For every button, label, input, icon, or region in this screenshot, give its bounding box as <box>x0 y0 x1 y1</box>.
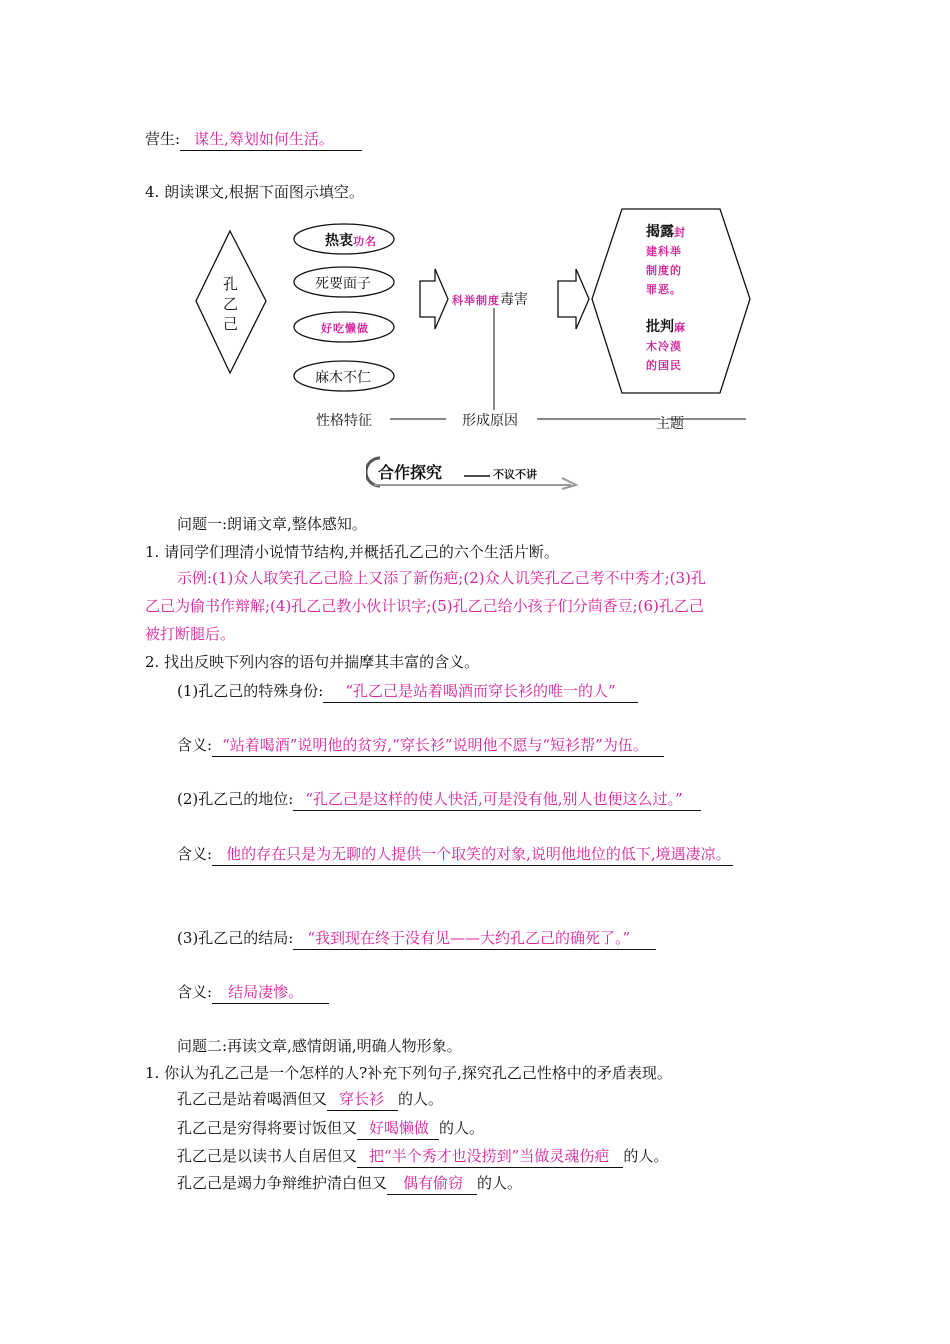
item-1-label: (1)孔乙己的特殊身份: <box>177 682 324 700</box>
trait-2: 死要面子 <box>315 276 371 292</box>
item-1-meaning-line <box>177 735 664 757</box>
cause <box>452 289 528 309</box>
item-3-meaning-line <box>177 982 329 1004</box>
theme-answer-1-line-4: 罪恶。 <box>646 283 682 296</box>
contrast-2-pre: 孔乙己是穷得将要讨饭但又 <box>177 1119 358 1137</box>
item-1-quote-line <box>177 681 638 703</box>
name-char-3: 己 <box>223 315 239 333</box>
item-2-quote-line <box>177 789 701 811</box>
item-2-meaning-line <box>177 844 733 866</box>
item-2-quote: “孔乙己是这样的使人快活,可是没有他,别人也便这么过。” <box>293 789 700 811</box>
contrast-1-pre: 孔乙己是站着喝酒但又 <box>177 1090 328 1108</box>
theme-answer-2-line-1: 麻 <box>674 321 686 334</box>
cause-suffix: 毒害 <box>500 292 528 308</box>
contrast-2-post: 的人。 <box>439 1119 485 1137</box>
arrow-right-2 <box>558 269 589 329</box>
contrast-4-answer: 偶有偷窃 <box>387 1173 477 1195</box>
contrast-3-pre: 孔乙己是以读书人自居但又 <box>177 1147 358 1165</box>
label-personality: 性格特征 <box>316 413 372 429</box>
theme-label-1: 揭露 <box>646 224 674 240</box>
item-1-quote: “孔乙己是站着喝酒而穿长衫的唯一的人” <box>323 681 637 703</box>
contrast-3-post: 的人。 <box>623 1147 669 1165</box>
item-1-meaning: “站着喝酒”说明他的贫穷,“穿长衫”说明他不愿与“短衫帮”为伍。 <box>212 735 664 757</box>
item-2-meaning: 他的存在只是为无聊的人提供一个取笑的对象,说明他地位的低下,境遇凄凉。 <box>212 844 733 866</box>
label-theme: 主题 <box>656 416 684 432</box>
item-1-meaning-label: 含义: <box>177 736 213 754</box>
item-3-meaning-label: 含义: <box>177 983 213 1001</box>
yingsheng-answer: 谋生,筹划如何生活。 <box>180 129 362 151</box>
item-2-meaning-label: 含义: <box>177 845 213 863</box>
theme-answer-2-line-3: 的国民 <box>646 359 682 372</box>
name-char-2: 乙 <box>223 295 239 313</box>
question-4: 4. 朗读课文,根据下面图示填空。 <box>145 183 364 201</box>
trait-1-text: 热衷 <box>325 233 353 249</box>
section-banner <box>366 454 586 490</box>
contrast-4-pre: 孔乙己是竭力争辩维护清白但又 <box>177 1174 388 1192</box>
q2-intro: 问题二:再读文章,感情朗诵,明确人物形象。 <box>177 1037 462 1055</box>
q1-1-answer-line-3: 被打断腿后。 <box>145 625 236 643</box>
theme-answer-1-line-1: 封 <box>674 226 686 239</box>
q1-1: 1. 请同学们理清小说情节结构,并概括孔乙己的六个生活片断。 <box>145 543 559 561</box>
item-3-meaning: 结局凄惨。 <box>212 982 329 1004</box>
theme-answer-1-line-3: 制度的 <box>646 264 682 277</box>
cause-answer: 科举制度 <box>452 294 500 307</box>
item-3-label: (3)孔乙己的结局: <box>177 929 294 947</box>
contrast-3-answer: 把“半个秀才也没捞到”当做灵魂伤疤 <box>357 1146 623 1168</box>
q1-1-answer-line-1: 示例:(1)众人取笑孔乙己脸上又添了新伤疤;(2)众人讥笑孔乙己考不中秀才;(3)孔 <box>177 569 706 587</box>
theme-answer-1-line-2: 建科举 <box>646 245 682 258</box>
yingsheng-line <box>145 129 362 151</box>
theme-block-1 <box>646 223 686 299</box>
contrast-1-post: 的人。 <box>398 1090 444 1108</box>
contrast-1-answer: 穿长衫 <box>327 1089 398 1111</box>
trait-4: 麻木不仁 <box>315 370 371 386</box>
contrast-2-answer: 好喝懒做 <box>357 1118 439 1140</box>
banner-title: 合作探究 <box>378 463 443 482</box>
item-2-label: (2)孔乙己的地位: <box>177 790 294 808</box>
contrast-2 <box>177 1118 484 1140</box>
arrow-right-1 <box>420 269 448 329</box>
item-3-quote: “我到现在终于没有见——大约孔乙己的确死了。” <box>293 928 656 950</box>
q1-2: 2. 找出反映下列内容的语句并揣摩其丰富的含义。 <box>145 653 480 671</box>
q1-intro: 问题一:朗诵文章,整体感知。 <box>177 515 367 533</box>
q2-1: 1. 你认为孔乙己是一个怎样的人?补充下列句子,探究孔乙己性格中的矛盾表现。 <box>145 1064 672 1082</box>
q1-1-answer-line-2: 乙己为偷书作辩解;(4)孔乙己教小伙计识字;(5)孔乙己给小孩子们分茴香豆;(6)孔乙己 <box>145 597 704 615</box>
theme-label-2: 批判 <box>646 319 674 335</box>
trait-3-answer: 好吃懒做 <box>321 322 369 335</box>
yingsheng-label: 营生: <box>145 130 181 148</box>
character-diagram <box>190 203 770 438</box>
label-cause: 形成原因 <box>462 413 518 429</box>
name-char-1: 孔 <box>223 275 239 293</box>
contrast-4 <box>177 1173 522 1195</box>
contrast-3 <box>177 1146 668 1168</box>
trait-1-answer: 功名 <box>353 235 377 248</box>
contrast-4-post: 的人。 <box>477 1174 523 1192</box>
theme-block-2 <box>646 318 686 375</box>
trait-1 <box>325 230 377 250</box>
theme-answer-2-line-2: 木冷漠 <box>646 340 682 353</box>
item-3-quote-line <box>177 928 656 950</box>
banner-subtitle: 不议不讲 <box>493 468 537 481</box>
contrast-1 <box>177 1089 443 1111</box>
